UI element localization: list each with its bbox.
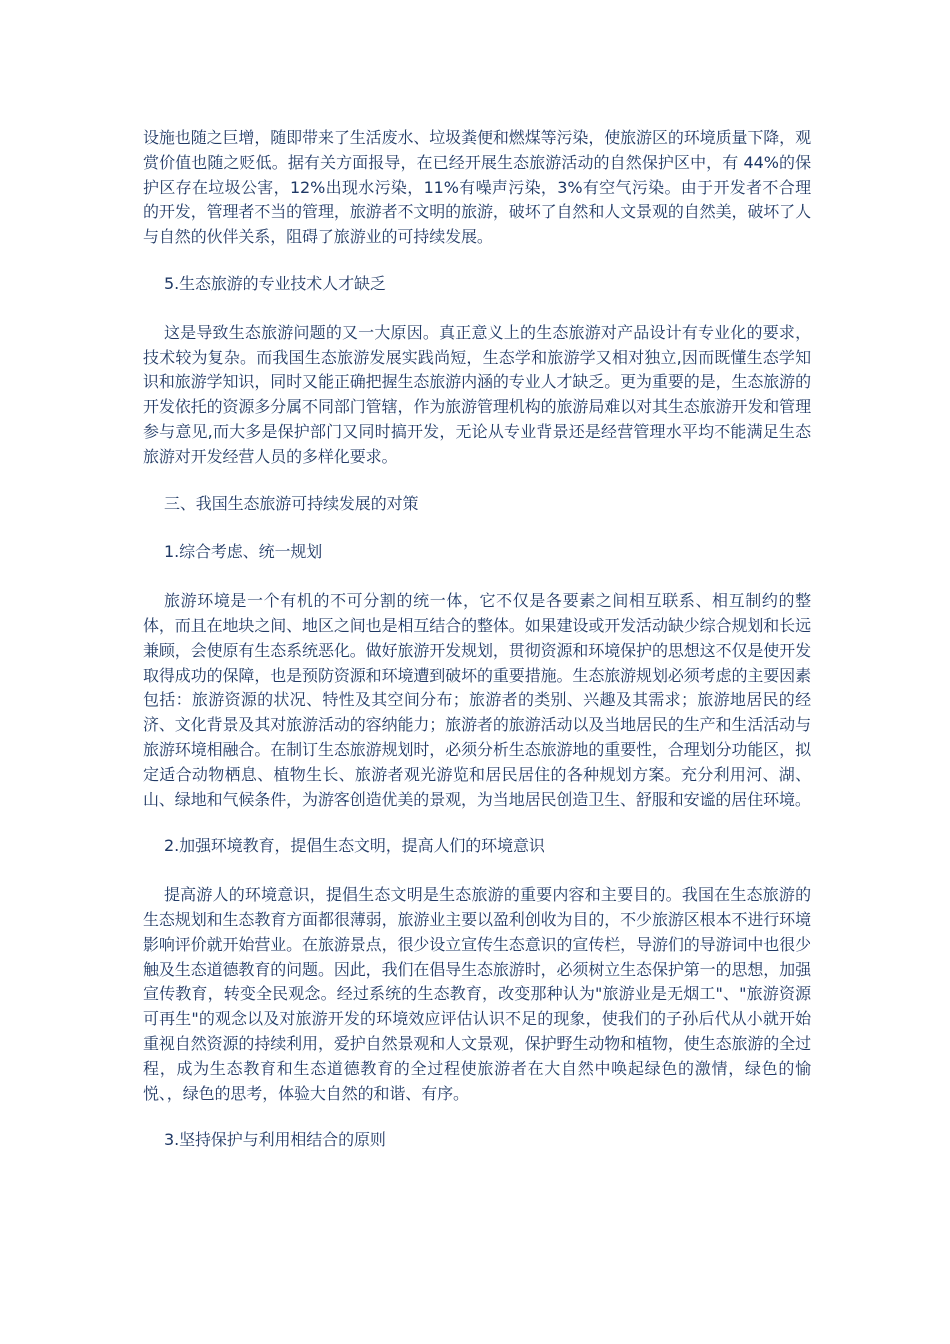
section-heading: 2.加强环境教育，提倡生态文明，提高人们的环境意识 <box>164 836 545 856</box>
body-paragraph: 提高游人的环境意识，提倡生态文明是生态旅游的重要内容和主要目的。我国在生态旅游的生态规划和生态教育方面都很薄弱，旅游业主要以盈利创收为目的，不少旅游区根本不进行环境影响评价就开始营业。在旅游景点，很少设立宣传生态意识的宣传栏，导游们的导游词中也很少触及生态道德教育的问题。因此，我们在倡导生态旅游时，必须树立生态保护第一的思想，加强宣传教育，转变全民观念。经过系统的生态教育，改变那种认为"旅游业是无烟工"、"旅游资源可再生"的观念以及对旅游开发的环境效应评估认识不足的现象，使我们的子孙后代从小就开始重视自然资源的持续利用，爱护自然景观和人文景观，保护野生动物和植物，使生态旅游的全过程，成为生态教育和生态道德教育的全过程使旅游者在大自然中唤起绿色的激情，绿色的愉悦、，绿色的思考，体验大自然的和谐、有序。 <box>143 885 811 1103</box>
section-heading: 5.生态旅游的专业技术人才缺乏 <box>164 273 386 293</box>
body-paragraph: 设施也随之巨增，随即带来了生活废水、垃圾粪便和燃煤等污染，使旅游区的环境质量下降，观赏价值也随之贬低。据有关方面报导，在已经开展生态旅游活动的自然保护区中，有 44%的保护区存在垃圾公害，12%出现水污染，11%有噪声污染，3%有空气污染。由于开发者不合理的开发，管理者不当的管理，旅游者不文明的旅游，破坏了自然和人文景观的自然美，破坏了人与自然的伙伴关系，阻碍了旅游业的可持续发展。 <box>143 128 811 247</box>
section-heading: 1.综合考虑、统一规划 <box>164 542 323 562</box>
body-paragraph: 这是导致生态旅游问题的又一大原因。真正意义上的生态旅游对产品设计有专业化的要求，技术较为复杂。而我国生态旅游发展实践尚短，生态学和旅游学又相对独立,因而既懂生态学知识和旅游学知识，同时又能正确把握生态旅游内涵的专业人才缺乏。更为重要的是，生态旅游的开发依托的资源多分属不同部门管辖，作为旅游管理机构的旅游局难以对其生态旅游开发和管理参与意见,而大多是保护部门又同时搞开发，无论从专业背景还是经营管理水平均不能满足生态旅游对开发经营人员的多样化要求。 <box>143 322 811 466</box>
body-paragraph: 旅游环境是一个有机的不可分割的统一体，它不仅是各要素之间相互联系、相互制约的整体，而且在地块之间、地区之间也是相互结合的整体。如果建设或开发活动缺少综合规划和长远兼顾，会使原有生态系统恶化。做好旅游开发规划，贯彻资源和环境保护的思想这不仅是使开发取得成功的保障，也是预防资源和环境遭到破坏的重要措施。生态旅游规划必须考虑的主要因素包括：旅游资源的状况、特性及其空间分布；旅游者的类别、兴趣及其需求；旅游地居民的经济、文化背景及其对旅游活动的容纳能力；旅游者的旅游活动以及当地居民的生产和生活活动与旅游环境相融合。在制订生态旅游规划时，必须分析生态旅游地的重要性，合理划分功能区，拟定适合动物栖息、植物生长、旅游者观光游览和居民居住的各种规划方案。充分利用河、湖、山、绿地和气候条件，为游客创造优美的景观，为当地居民创造卫生、舒服和安谧的居住环境。 <box>143 591 811 809</box>
chapter-heading: 三、我国生态旅游可持续发展的对策 <box>164 493 419 513</box>
section-heading: 3.坚持保护与利用相结合的原则 <box>164 1130 386 1150</box>
document-page <box>143 126 811 1177</box>
